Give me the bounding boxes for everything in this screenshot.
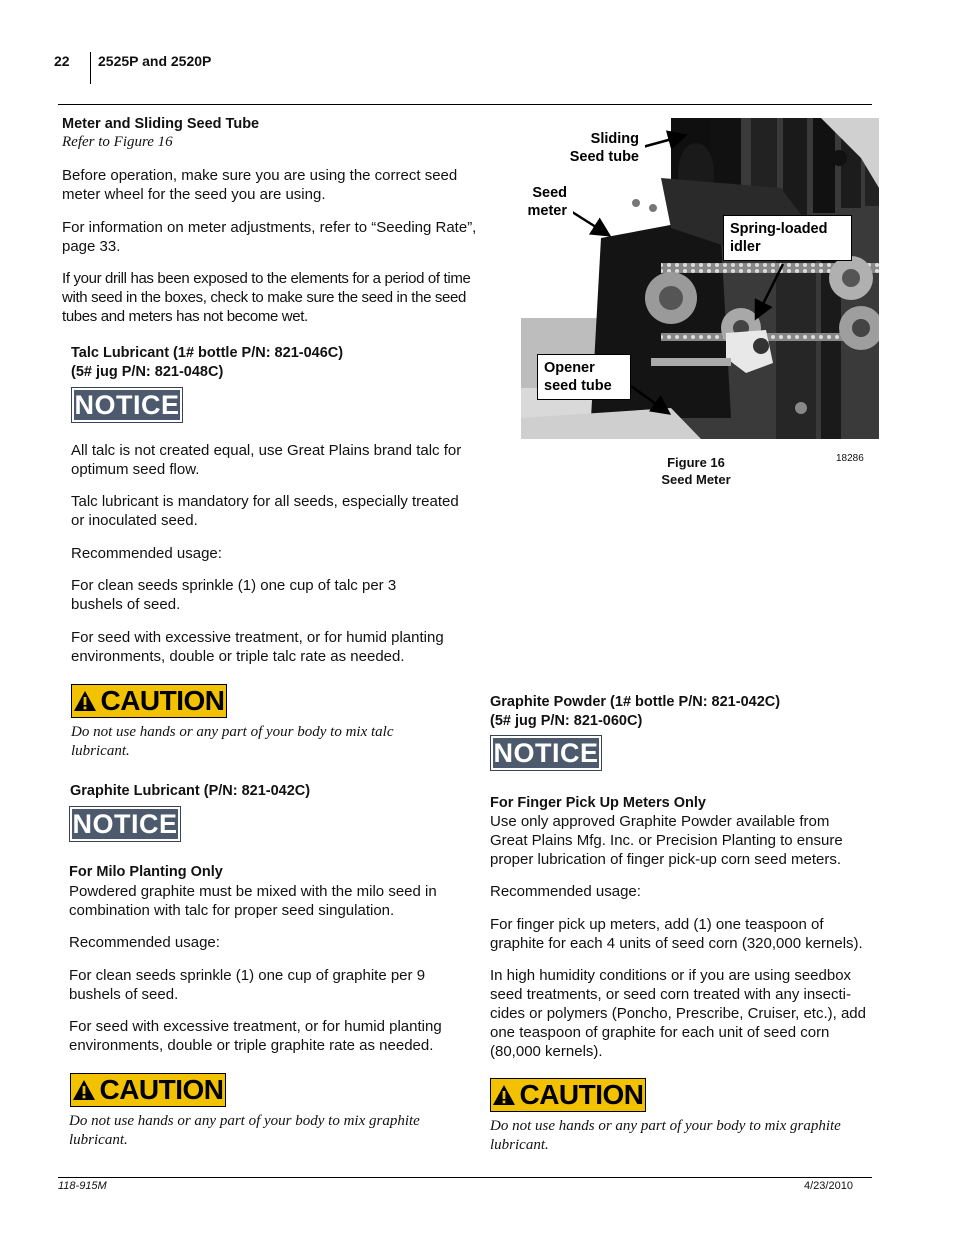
finger-para-4: In high humidity conditions or if you are using seedbox seed treatments, or seed corn treated with any insecti-cides or polymers (Poncho, Prescribe, Cruiser, etc.), add one teaspoon of graphite for each unit of seed corn (80,000 kernels).: [490, 967, 866, 1060]
finger-title: For Finger Pick Up Meters Only: [490, 795, 706, 811]
talc-title-line1: Talc Lubricant (1# bottle P/N: 821-046C): [71, 345, 344, 361]
talc-title-line2: (5# jug P/N: 821-048C): [71, 364, 224, 380]
milo-title: For Milo Planting Only: [69, 864, 223, 880]
caution-text-graphite: Do not use hands or any part of your body to mix graphite lubricant.: [69, 1113, 420, 1148]
finger-para-2: Recommended usage:: [490, 883, 641, 900]
graphite-powder-title-line2: (5# jug P/N: 821-060C): [490, 713, 643, 729]
caution-label: CAUTION: [99, 1074, 224, 1105]
refer-figure-link[interactable]: Refer to Figure 16: [62, 134, 173, 150]
header-divider: [90, 52, 91, 84]
notice-badge-talc: NOTICE: [72, 388, 182, 422]
meter-para-1: Before operation, make sure you are using the correct seed meter wheel for the seed you are using.: [62, 167, 458, 203]
footer-rule: [58, 1177, 872, 1178]
header-rule: [58, 104, 872, 105]
meter-para-2: For information on meter adjustments, refer to “Seeding Rate”, page 33.: [62, 219, 477, 255]
caution-label: CAUTION: [519, 1079, 644, 1110]
talc-para-1: All talc is not created equal, use Great Plains brand talc for optimum seed flow.: [71, 442, 462, 478]
figure-caption: [620, 454, 772, 488]
page-header-title: 2525P and 2520P: [98, 53, 212, 69]
warning-triangle-icon: [73, 690, 97, 712]
footer-date: 4/23/2010: [804, 1180, 853, 1192]
label-opener-seed-tube: Opener seed tube: [537, 354, 631, 400]
caution-badge-graphite: [70, 1073, 226, 1107]
caution-badge-powder: [490, 1078, 646, 1112]
caution-badge-talc: [71, 684, 227, 718]
label-spring-loaded-idler: Spring-loaded idler: [723, 215, 852, 261]
talc-para-4: For clean seeds sprinkle (1) one cup of talc per 3 bushels of seed.: [71, 577, 397, 613]
notice-badge-powder: NOTICE: [491, 736, 601, 770]
warning-triangle-icon: [72, 1079, 96, 1101]
figure-caption-title: Seed Meter: [661, 472, 731, 487]
notice-badge-graphite: NOTICE: [70, 807, 180, 841]
milo-para-4: For seed with excessive treatment, or for humid planting environments, double or triple graphite rate as needed.: [69, 1018, 442, 1054]
milo-para-1: Powdered graphite must be mixed with the milo seed in combination with talc for proper seed singulation.: [69, 883, 437, 919]
talc-para-5: For seed with excessive treatment, or for humid planting environments, double or triple talc rate as needed.: [71, 629, 444, 665]
page-number: 22: [54, 53, 70, 69]
caution-text-talc: Do not use hands or any part of your body to mix talc lubricant.: [71, 724, 394, 759]
seed-meter-photo: [521, 118, 879, 439]
finger-para-3: For finger pick up meters, add (1) one teaspoon of graphite for each 4 units of seed corn (320,000 kernels).: [490, 916, 863, 952]
section-title-meter: Meter and Sliding Seed Tube: [62, 116, 260, 132]
caution-label: CAUTION: [100, 685, 225, 716]
milo-para-3: For clean seeds sprinkle (1) one cup of graphite per 9 bushels of seed.: [69, 967, 426, 1003]
talc-para-3: Recommended usage:: [71, 545, 222, 562]
figure-caption-number: Figure 16: [667, 455, 725, 470]
label-seed-meter: Seed meter: [521, 180, 573, 224]
footer-doc-number: 118-915M: [58, 1180, 107, 1192]
caution-text-powder: Do not use hands or any part of your body to mix graphite lubricant.: [490, 1118, 841, 1153]
meter-para-3: If your drill has been exposed to the elements for a period of time with seed in the boxes, check to make sure the seed in the seed tubes and meters has not become wet.: [62, 270, 471, 325]
graphite-powder-title-line1: Graphite Powder (1# bottle P/N: 821-042C): [490, 694, 781, 710]
talc-para-2: Talc lubricant is mandatory for all seeds, especially treated or inoculated seed.: [71, 493, 459, 529]
label-sliding-seed-tube: Sliding Seed tube: [549, 126, 645, 170]
milo-para-2: Recommended usage:: [69, 934, 220, 951]
graphite-lubricant-title: Graphite Lubricant (P/N: 821-042C): [70, 783, 311, 799]
finger-para-1: Use only approved Graphite Powder available from Great Plains Mfg. Inc. or Precision Planting to ensure proper lubrication of finger pick-up corn seed meters.: [490, 813, 843, 868]
figure-code: 18286: [836, 453, 864, 464]
warning-triangle-icon: [492, 1084, 516, 1106]
